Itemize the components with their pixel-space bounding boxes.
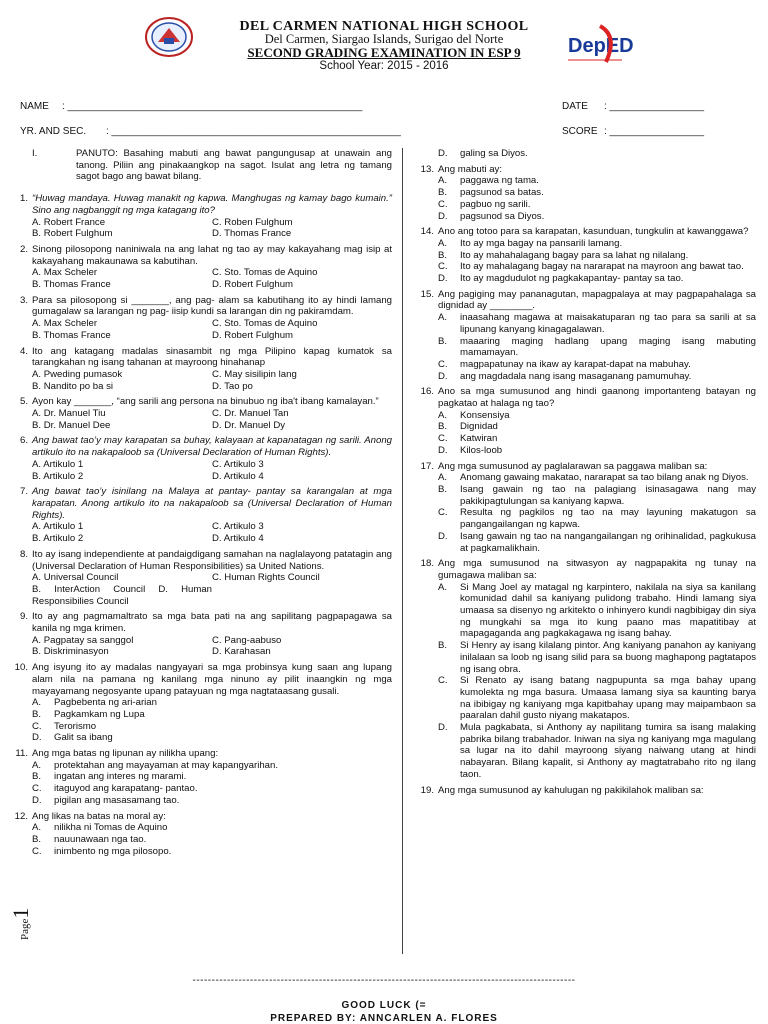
choice-row — [32, 471, 392, 483]
yr-sec-blank[interactable]: : ____________________________________________________ — [106, 126, 401, 137]
page-label-text: Page — [19, 918, 31, 940]
right-column — [418, 148, 756, 800]
choice-option[interactable] — [438, 582, 756, 641]
choice-row — [32, 408, 392, 420]
question-item — [418, 226, 756, 285]
choice-letter: D. — [438, 273, 448, 285]
choice-letter: D. — [438, 370, 448, 382]
question-item — [12, 486, 392, 545]
question-number: 6. — [19, 435, 28, 447]
choice-text: Si Renato ay isang batang nagpupunta sa mga bahay upang kumolekta ng mga basura. Umaasa lamang siya sa kaunting barya na ibibigay ng kaniyang mga kapitbahay upang may maipambaon sa paaralan dahil gusto niyang makatapos. — [460, 675, 756, 722]
choice-option[interactable] — [438, 484, 756, 507]
choice-letter: A. — [32, 759, 42, 771]
choice-option[interactable] — [438, 148, 756, 160]
question-stem: Ano ang totoo para sa karapatan, kasunduan, tungkulin at kawanggawa? — [438, 226, 749, 238]
question-item — [12, 244, 392, 291]
choice-option[interactable]: B. Thomas France — [32, 329, 111, 341]
page-number: 1 — [8, 907, 33, 919]
question-item — [418, 386, 756, 456]
question-number: 5. — [19, 396, 28, 408]
choice-letter: A. — [438, 581, 448, 593]
choice-option[interactable]: C. Artikulo 3 — [212, 458, 264, 470]
question-stem: Ayon kay _______, “ang sarili ang persona na binubuo ng iba't ibang kamalayan.” — [32, 396, 379, 408]
choice-text: Galit sa ibang — [54, 732, 113, 744]
choice-text: paggawa ng tama. — [460, 175, 539, 187]
question-item — [12, 662, 392, 744]
choice-row — [32, 521, 392, 533]
question-number: 4. — [19, 345, 28, 357]
choice-option[interactable]: C. Artikulo 3 — [212, 521, 264, 533]
choice-text: Konsensiya — [460, 409, 510, 421]
choice-text: Pagbebenta ng ari-arian — [54, 697, 157, 709]
question-stem: Ano sa mga sumusunod ang hindi gaanong importanteng batayan ng pagkatao at halaga ng tao? — [438, 386, 756, 410]
score-blank[interactable]: : _________________ — [604, 126, 705, 137]
choice-text: pagsunod sa batas. — [460, 187, 544, 199]
choice-option[interactable]: C. Dr. Manuel Tan — [212, 408, 289, 420]
choice-option[interactable]: D. Artikulo 4 — [212, 470, 264, 482]
choice-option[interactable]: D. Robert Fulghum — [212, 329, 294, 341]
choice-option[interactable]: A. Universal Council — [32, 572, 119, 584]
question-stem: Ang likas na batas na moral ay: — [32, 810, 166, 822]
choice-text: itaguyod ang karapatang- pantao. — [54, 783, 198, 795]
question-number: 1. — [19, 193, 28, 205]
choice-row — [32, 217, 392, 229]
question-number: 18. — [420, 558, 434, 570]
question-item — [12, 346, 392, 393]
choice-option[interactable] — [438, 359, 756, 371]
question-number: 3. — [19, 294, 28, 306]
choice-letter: B. — [438, 421, 448, 433]
choice-letter: D. — [438, 148, 448, 159]
question-item — [12, 193, 392, 240]
choice-option[interactable] — [438, 175, 756, 187]
choice-text: Terorismo — [54, 720, 97, 732]
choice-option[interactable]: D. Artikulo 4 — [212, 533, 264, 545]
school-name: DEL CARMEN NATIONAL HIGH SCHOOL — [239, 19, 529, 34]
choice-letter: A. — [438, 472, 448, 484]
choice-text: Ito ay mga bagay na pansarili lamang. — [460, 237, 623, 249]
choice-row — [32, 318, 392, 330]
choice-option[interactable] — [438, 531, 756, 554]
question-stem: Ang mga sumusunod ay kahulugan ng pakikilahok maliban sa: — [438, 784, 704, 796]
question-item — [418, 164, 756, 223]
question-number: 13. — [420, 163, 434, 175]
choice-option[interactable]: C. Sto. Tomas de Aquino — [212, 318, 318, 330]
question-stem: Ito ang katagang madalas sinasambit ng mga Pilipino kapag kumatok sa tarangkahan ng isang tahanan at mayroong hinahanap — [32, 345, 392, 369]
choice-option[interactable]: C. Sto. Tomas de Aquino — [212, 267, 318, 279]
choice-text: Kilos-loob — [460, 444, 503, 456]
question-number: 12. — [14, 810, 28, 822]
choice-text: inimbento ng mga pilosopo. — [54, 845, 172, 857]
good-luck-text: GOOD LUCK (= — [341, 1000, 427, 1011]
question-item — [12, 295, 392, 342]
choice-letter: A. — [438, 237, 448, 249]
choice-letter: D. — [438, 530, 448, 542]
choice-text: Isang gawain ng tao na nangangailangan ng orihinalidad, pagkukusa at pagkamalikhain. — [460, 530, 756, 554]
choice-option[interactable]: A. Artikulo 1 — [32, 521, 84, 533]
choice-option[interactable] — [438, 199, 756, 211]
choice-letter: C. — [32, 845, 42, 857]
choice-text: nauunawaan nga tao. — [54, 833, 147, 845]
question-stem: Ang isyung ito ay madalas nangyayari sa mga probinsya kung saan ang lupang alam nila na pamana ng kanilang mga ninuno ay pilit inaangkin ng mga mayayamang negosyante upang patayuan ng mga nagtataasang gusali. — [32, 662, 392, 697]
left-column — [12, 148, 392, 861]
question-number: 17. — [420, 460, 434, 472]
choice-option[interactable] — [32, 795, 392, 807]
choice-option[interactable] — [438, 507, 756, 530]
choice-row — [32, 267, 392, 279]
choice-text: ang magdadala nang isang masaganang pamumuhay. — [460, 370, 692, 382]
choice-letter: D. — [438, 722, 448, 734]
choice-option[interactable] — [212, 584, 392, 607]
choice-text: pagsunod sa Diyos. — [460, 210, 545, 222]
choice-option[interactable] — [438, 261, 756, 273]
question-item — [12, 611, 392, 658]
choice-text: Resulta ng pagkilos ng tao na may layuning makatugon sa pangangailangan ng kapwa. — [460, 507, 756, 531]
school-address: Del Carmen, Siargao Islands, Surigao del Norte — [264, 32, 504, 46]
choice-text: Mula pagkabata, si Anthony ay napilitang tumira sa isang malaking pabrika bilang trabahador. Iniwan na siya ng kaniyang mga magulang sa lugar na ito dahil mayroong siyang naiwang utang at hindi nabayaran. Bilang kapalit, si Anthony ay magtatrabaho rito ng ilang taon. — [460, 722, 756, 780]
choice-option[interactable]: A. Pagpatay sa sanggol — [32, 634, 134, 646]
question-number: 15. — [420, 288, 434, 300]
choice-option[interactable]: A. Robert France — [32, 216, 106, 228]
question-stem: Sinong pilosopong naniniwala na ang lahat ng tao ay may kakayahang mag isip at kakayahang makaunawa sa kabutihan. — [32, 243, 392, 267]
choice-letter: A. — [438, 312, 448, 324]
choice-row — [32, 459, 392, 471]
choice-option[interactable] — [32, 760, 392, 772]
choice-letter: C. — [438, 198, 448, 210]
choice-option[interactable]: C. Pang-aabuso — [212, 634, 282, 646]
question-stem: “Huwag mandaya. Huwag manakit ng kapwa. Manghugas ng kamay bago kumain.” Sino ang nagbanggit ng mga katagang ito? — [32, 193, 392, 216]
question-number: 8. — [19, 548, 28, 560]
question-stem: Para sa pilosopong si _______, ang pag- alam sa kabutihang ito ay hindi lamang gumagalaw sa larangan ng pag- iisip kundi sa larangan din ng pakiramdam. — [32, 294, 392, 318]
question-number: 14. — [420, 226, 434, 238]
choice-letter: C. — [438, 358, 448, 370]
choice-option[interactable] — [438, 336, 756, 359]
question-number: 9. — [19, 611, 28, 623]
choice-row — [32, 646, 392, 658]
question-item — [12, 811, 392, 858]
footer-divider: ---------------------------------------------------------------------------------------------------- — [192, 975, 576, 986]
question-item — [12, 748, 392, 807]
question-stem: Ang bawat tao’y isinilang na Malaya at pantay- pantay sa karangalan at mga karapatan. Anong artikulo ito na nakapaloob sa (Universal Declaration of Human Rights). — [32, 486, 392, 521]
choice-text: maaaring maging hadlang upang maging isang mabuting mamamayan. — [460, 335, 756, 359]
choice-option[interactable] — [438, 312, 756, 335]
choice-option[interactable]: A. Artikulo 1 — [32, 458, 84, 470]
choice-text: pagbuo ng sarili. — [460, 198, 531, 210]
choice-option[interactable]: D. Robert Fulghum — [212, 279, 294, 291]
choice-text: Anomang gawaing makatao, nararapat sa tao bilang anak ng Diyos. — [460, 472, 749, 484]
name-blank[interactable]: : _____________________________________________________ — [62, 101, 363, 112]
choice-option[interactable]: B. Artikulo 2 — [32, 533, 84, 545]
choice-text: Ito ay mahalagang bagay na nararapat na mayroon ang bawat tao. — [460, 261, 744, 273]
choice-letter: D. — [32, 794, 42, 806]
choice-option[interactable]: C. May sisilipin lang — [212, 368, 297, 380]
choice-letter: B. — [438, 483, 448, 495]
question-stem: Ang pagiging may pananagutan, mapagpalaya at may pagpapahalaga sa dignidad ay ________. — [438, 288, 756, 312]
choice-option[interactable] — [438, 211, 756, 223]
question-item — [418, 785, 756, 797]
choice-option[interactable] — [32, 822, 392, 834]
question-stem: Ang mga sumusunod ay paglalarawan sa paggawa maliban sa: — [438, 460, 708, 472]
question-item — [418, 289, 756, 383]
column-divider — [402, 148, 403, 954]
choice-option[interactable] — [438, 472, 756, 484]
choice-letter: A. — [32, 697, 42, 709]
choice-option[interactable] — [438, 250, 756, 262]
choice-option[interactable]: B. Robert Fulghum — [32, 228, 113, 240]
choice-row — [32, 381, 392, 393]
choice-letter: B. — [438, 335, 448, 347]
choice-option[interactable] — [32, 721, 392, 733]
choice-text: Ito ay magdudulot ng pagkakapantay- pantay sa tao. — [460, 273, 684, 285]
choice-text: Si Mang Joel ay matagal ng karpintero, nakilala na siya sa kanilang komunidad dahil sa kaniyang pulidong trabaho. Hindi lamang siya umaasa sa disenyo ng arkitekto o inhinyero kundi nagbibigay din siya ng mungkahi sa mga ito kung paano mas mapatitibay at mapagaganda ang pagkakagawa ng isang bahay. — [460, 581, 756, 640]
choice-option[interactable] — [438, 640, 756, 675]
question-stem: Ito ay ang pagmamaltrato sa mga bata pati na ang sapilitang pagpapagawa sa kanila ng mga krimen. — [32, 611, 392, 635]
question-stem: Ang bawat tao’y may karapatan sa buhay, kalayaan at kapanatagan ng sarili. Anong artikulo ito na nakapaloob sa (Universal Declaration of Human Rights). — [32, 435, 392, 459]
choice-option[interactable]: B. InterAction Council D. Human Responsibilies Council — [32, 583, 212, 607]
choice-letter: A. — [32, 822, 42, 834]
choice-option[interactable] — [438, 238, 756, 250]
question-stem: Ito ay isang independiente at pandaigdigang samahan na naglalayong patatagin ang (Universal Declaration of Human Responsibilities) sa United Nations. — [32, 548, 392, 572]
choice-option[interactable] — [32, 709, 392, 721]
choice-row — [32, 369, 392, 381]
choice-text: galing sa Diyos. — [460, 148, 528, 159]
choice-row — [32, 330, 392, 342]
choice-letter: B. — [438, 249, 448, 261]
choice-option[interactable] — [438, 722, 756, 781]
question-item — [418, 558, 756, 780]
choice-letter: C. — [32, 720, 42, 732]
question-item — [418, 148, 756, 160]
choice-option[interactable]: B. Artikulo 2 — [32, 470, 84, 482]
score-label: SCORE — [562, 126, 598, 137]
choice-option[interactable] — [438, 187, 756, 199]
question-number: 19. — [420, 784, 434, 796]
choice-option[interactable] — [438, 421, 756, 433]
date-label: DATE — [562, 101, 588, 112]
question-item — [418, 461, 756, 555]
page-number-label — [8, 908, 34, 940]
choice-text: inaasahang magawa at maisakatuparan ng tao para sa sarili at sa lipunang kanyang kinagagalawan. — [460, 312, 756, 335]
choice-row — [32, 533, 392, 545]
choice-text: pigilan ang masasamang tao. — [54, 794, 180, 806]
choice-text: Si Henry ay isang kilalang pintor. Ang kaniyang panahon ay kaniyang inilalaan sa loob ng isang silid para sa buong maghapong pagtatapos ng isang obra. — [460, 640, 756, 675]
choice-option[interactable] — [438, 675, 756, 722]
choice-row — [32, 584, 392, 607]
yr-sec-label: YR. AND SEC. — [20, 126, 87, 137]
choice-option[interactable]: D. Thomas France — [212, 228, 292, 240]
choice-option[interactable] — [438, 433, 756, 445]
choice-option[interactable] — [32, 771, 392, 783]
choice-option[interactable]: B. Diskriminasyon — [32, 646, 109, 658]
choice-option[interactable]: B. Thomas France — [32, 279, 111, 291]
choice-option[interactable]: B. Nandito po ba si — [32, 380, 114, 392]
choice-option[interactable] — [32, 697, 392, 709]
school-year: School Year: 2015 - 2016 — [319, 60, 449, 72]
question-number: 2. — [19, 243, 28, 255]
choice-row — [32, 420, 392, 432]
question-stem: Ang mga batas ng lipunan ay nilikha upang: — [32, 748, 219, 760]
choice-letter: B. — [32, 771, 42, 783]
choice-text: ingatan ang interes ng marami. — [54, 771, 187, 783]
choice-option[interactable]: D. Tao po — [212, 380, 253, 392]
choice-letter: A. — [438, 409, 448, 421]
question-number: 10. — [14, 662, 28, 674]
choice-option[interactable] — [32, 783, 392, 795]
choice-option[interactable]: C. Human Rights Council — [212, 572, 320, 584]
date-blank[interactable]: : _________________ — [604, 101, 705, 112]
choice-letter: D. — [438, 210, 448, 222]
question-item — [12, 396, 392, 431]
choice-option[interactable]: D. Dr. Manuel Dy — [212, 419, 286, 431]
question-number: 11. — [15, 748, 28, 760]
choice-letter: C. — [438, 675, 448, 687]
choice-letter: C. — [438, 507, 448, 519]
choice-letter: C. — [438, 261, 448, 273]
choice-option[interactable] — [438, 445, 756, 457]
choice-option[interactable]: A. Max Scheler — [32, 318, 98, 330]
choice-row — [32, 572, 392, 584]
deped-logo-text: DepED — [568, 35, 634, 57]
choice-text: Pagkamkam ng Lupa — [54, 708, 145, 720]
choice-text: Katwiran — [460, 433, 498, 445]
choice-text: Dignidad — [460, 421, 498, 433]
choice-text: magpapatunay na ikaw ay karapat-dapat na mabuhay. — [460, 358, 691, 370]
choice-option[interactable]: D. Karahasan — [212, 646, 271, 658]
choice-option[interactable]: A. Max Scheler — [32, 267, 98, 279]
choice-row — [32, 635, 392, 647]
choice-row — [32, 279, 392, 291]
choice-option[interactable] — [32, 834, 392, 846]
name-label: NAME — [20, 101, 49, 112]
choice-option[interactable] — [32, 846, 392, 858]
choice-text: nilikha ni Tomas de Aquino — [54, 822, 168, 834]
choice-option[interactable] — [438, 273, 756, 285]
choice-option[interactable] — [32, 732, 392, 744]
question-item — [12, 435, 392, 482]
choice-letter: B. — [32, 708, 42, 720]
question-number: 7. — [19, 486, 28, 498]
choice-option[interactable] — [438, 410, 756, 422]
choice-letter: C. — [438, 433, 448, 445]
choice-letter: B. — [438, 187, 448, 199]
choice-letter: A. — [438, 175, 448, 187]
choice-letter: D. — [32, 732, 42, 744]
instructions — [12, 148, 392, 183]
choice-text: Isang gawain ng tao na palagiang isinasagawa nang may pakikipagtulungan sa kaniyang kapwa. — [460, 483, 756, 507]
question-stem: Ang mga sumusunod na sitwasyon ay nagpapakita ng tunay na gumagawa maliban sa: — [438, 558, 756, 581]
choice-option[interactable] — [438, 371, 756, 383]
choice-row — [32, 228, 392, 240]
deped-logo — [566, 22, 634, 68]
choice-option[interactable]: A. Pweding pumasok — [32, 368, 123, 380]
choice-letter: B. — [32, 833, 42, 845]
choice-option[interactable]: A. Dr. Manuel Tiu — [32, 408, 106, 420]
choice-option[interactable]: B. Dr. Manuel Dee — [32, 419, 111, 431]
question-stem: Ang mabuti ay: — [438, 163, 502, 175]
choice-option[interactable]: C. Roben Fulghum — [212, 216, 293, 228]
choice-text: protektahan ang mayayaman at may kapangyarihan. — [54, 759, 278, 771]
instructions-number: I. — [32, 148, 38, 159]
choice-letter: C. — [32, 783, 42, 795]
question-item — [12, 549, 392, 608]
question-number: 16. — [420, 386, 434, 398]
prepared-by: PREPARED BY: ANNCARLEN A. FLORES — [270, 1013, 498, 1024]
choice-letter: B. — [438, 640, 448, 652]
choice-text: Ito ay mahahalagang bagay para sa lahat ng nilalang. — [460, 249, 689, 261]
instructions-text: PANUTO: Basahing mabuti ang bawat pangungusap at unawain ang tanong. Piliin ang pinakaangkop na sagot. Isulat ang letra ng tamang sagot bago ang bawat bilang. — [76, 148, 392, 183]
exam-title: SECOND GRADING EXAMINATION IN ESP 9 — [247, 45, 521, 60]
choice-letter: D. — [438, 444, 448, 456]
